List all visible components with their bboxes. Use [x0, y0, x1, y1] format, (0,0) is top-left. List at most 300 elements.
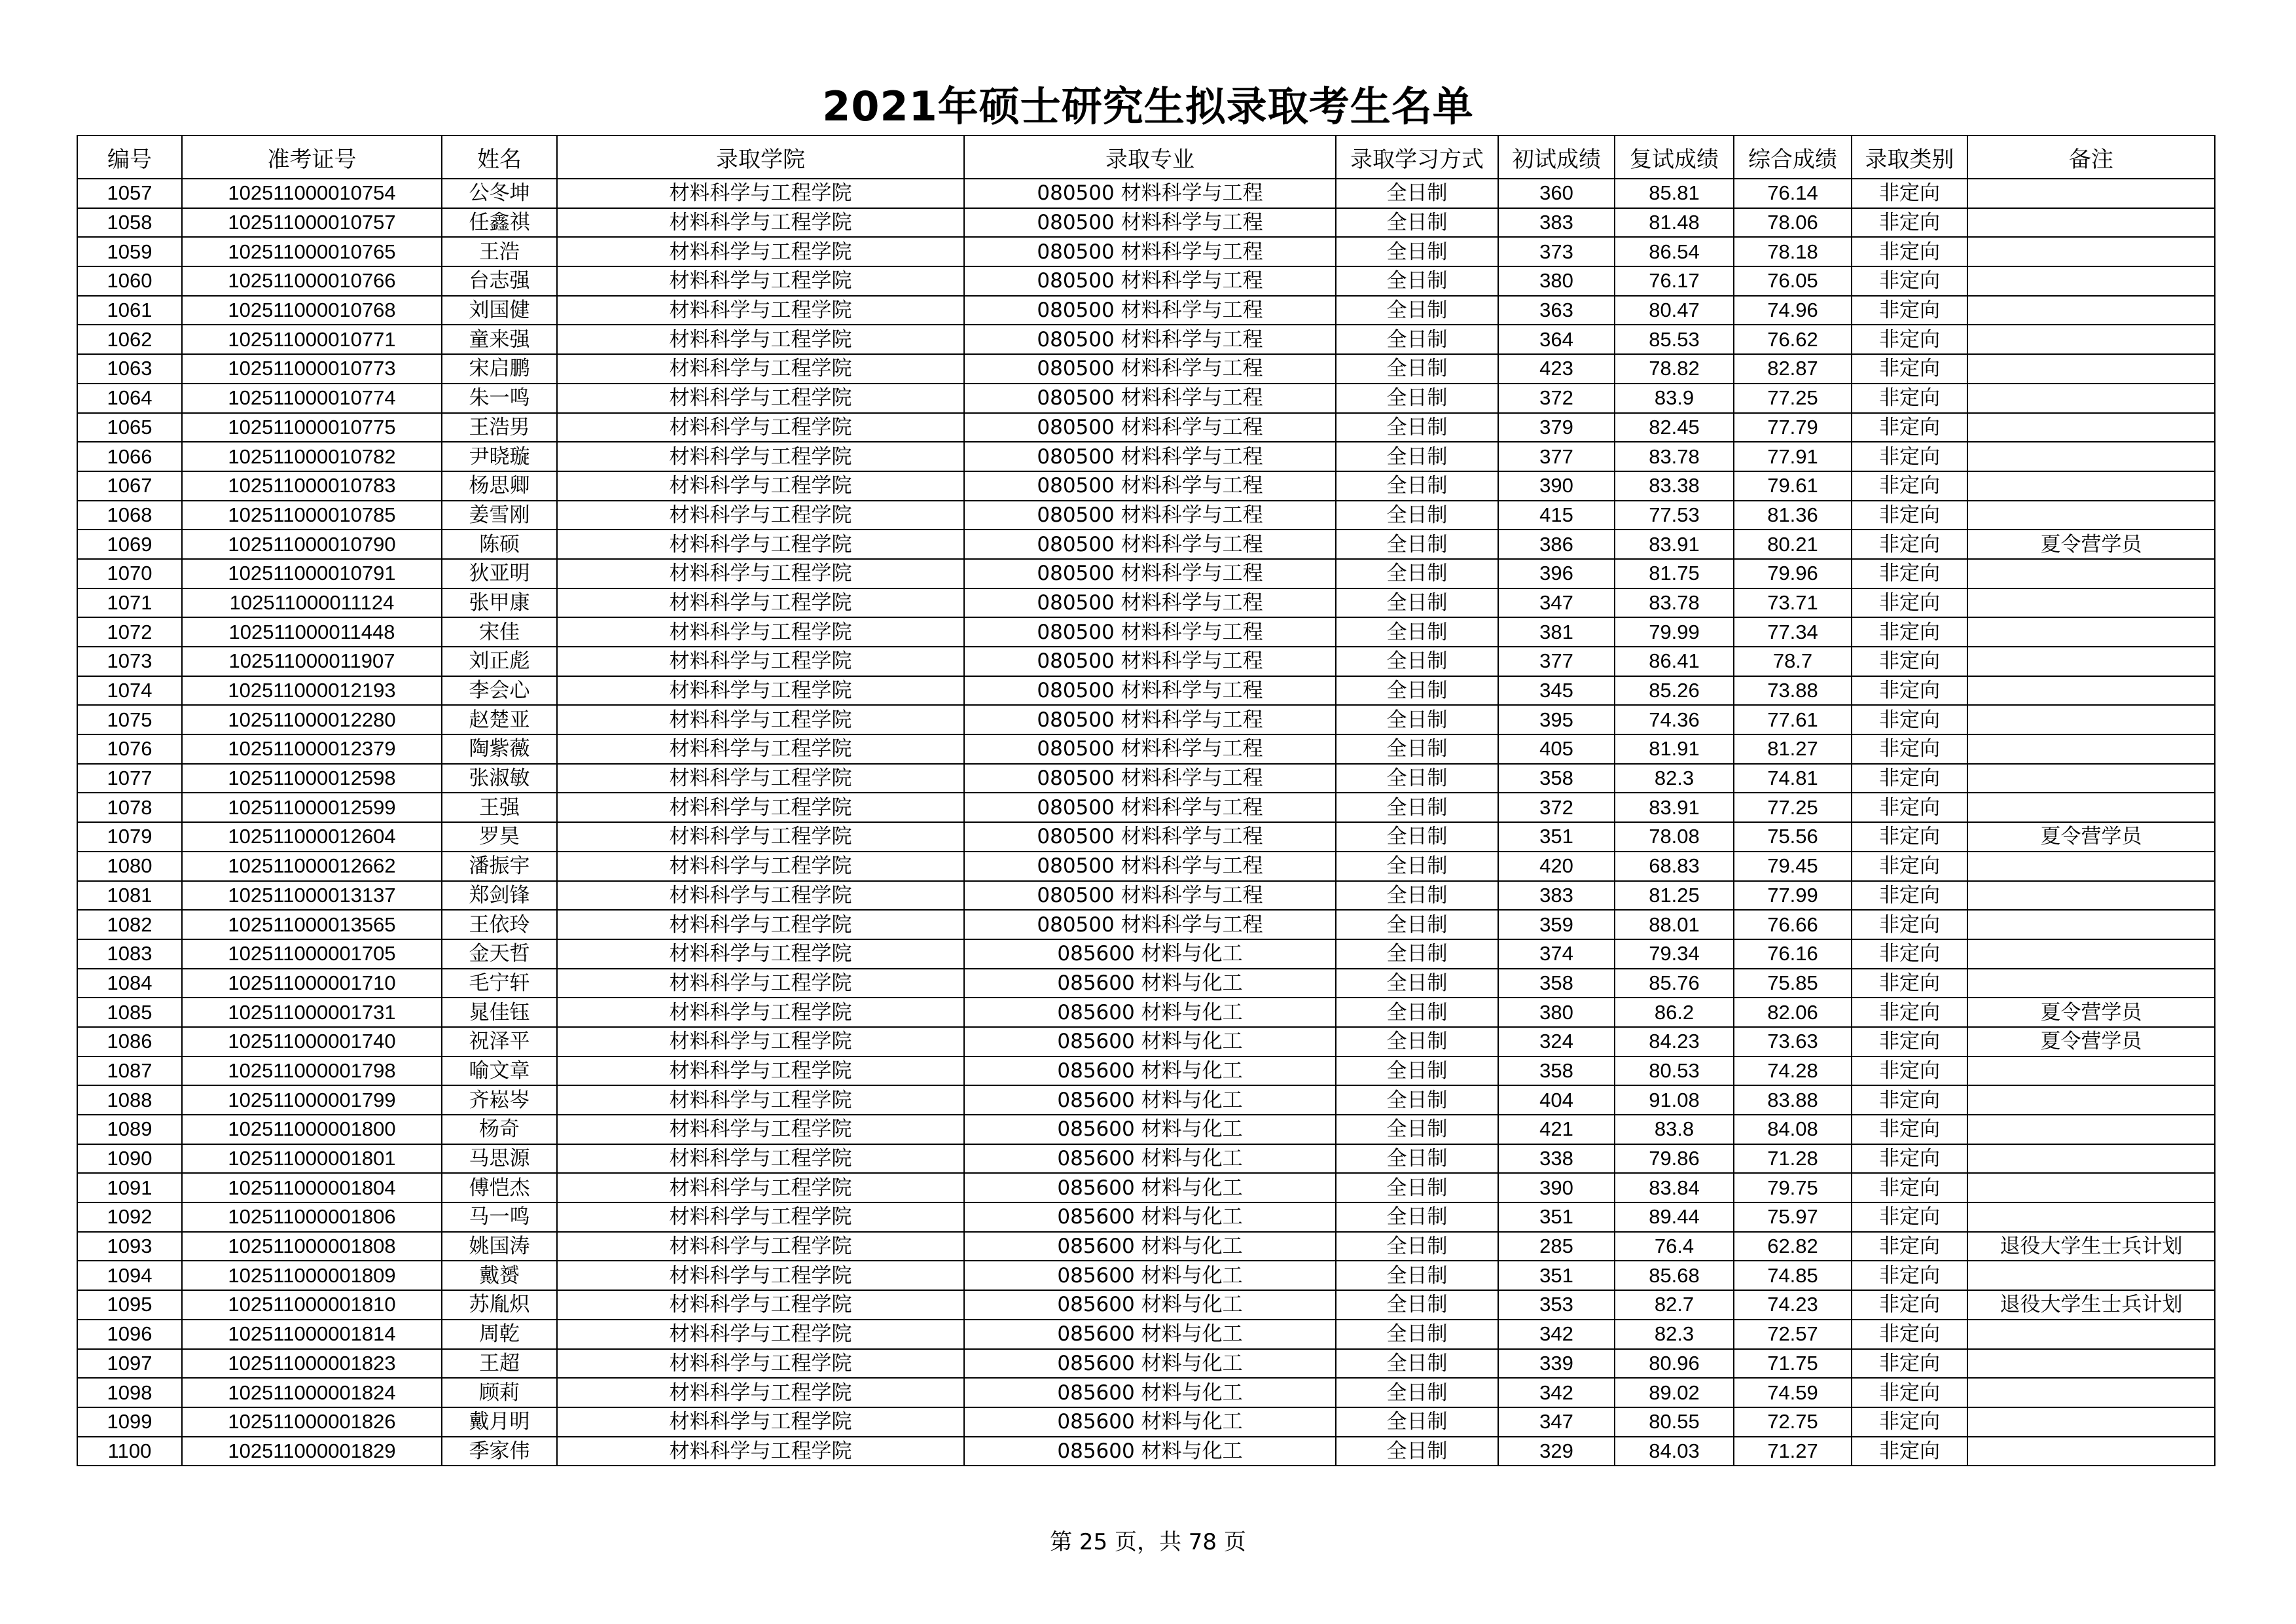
cell-category: 非定向: [1852, 413, 1967, 442]
cell-name: 公冬坤: [442, 179, 557, 208]
cell-index: 1094: [77, 1261, 182, 1290]
col-header-college: 录取学院: [557, 135, 964, 179]
cell-name: 王超: [442, 1349, 557, 1379]
cell-college: 材料科学与工程学院: [557, 881, 964, 911]
cell-exam-id: 102511000001823: [182, 1349, 442, 1379]
cell-college: 材料科学与工程学院: [557, 179, 964, 208]
cell-index: 1060: [77, 266, 182, 296]
cell-study-mode: 全日制: [1336, 501, 1498, 530]
table-row: [77, 501, 2215, 530]
cell-college: 材料科学与工程学院: [557, 354, 964, 384]
cell-name: 齐崧岑: [442, 1085, 557, 1115]
cell-index: 1066: [77, 442, 182, 471]
cell-exam-id: 102511000010773: [182, 354, 442, 384]
cell-exam-id: 102511000012379: [182, 734, 442, 764]
cell-index: 1091: [77, 1173, 182, 1202]
cell-name: 刘正彪: [442, 647, 557, 676]
cell-college: 材料科学与工程学院: [557, 852, 964, 881]
cell-retest-score: 91.08: [1615, 1085, 1734, 1115]
cell-category: 非定向: [1852, 588, 1967, 618]
cell-exam-id: 102511000001824: [182, 1378, 442, 1407]
cell-initial-score: 374: [1498, 939, 1615, 969]
table-row: [77, 237, 2215, 266]
table-header-row: [77, 135, 2215, 179]
cell-remarks: [1967, 969, 2215, 998]
cell-retest-score: 81.25: [1615, 881, 1734, 911]
cell-total-score: 76.66: [1734, 910, 1852, 939]
cell-college: 材料科学与工程学院: [557, 1349, 964, 1379]
cell-total-score: 77.25: [1734, 793, 1852, 822]
cell-exam-id: 102511000012193: [182, 676, 442, 706]
cell-remarks: 退役大学生士兵计划: [1967, 1232, 2215, 1261]
cell-retest-score: 89.44: [1615, 1202, 1734, 1232]
cell-college: 材料科学与工程学院: [557, 793, 964, 822]
cell-index: 1077: [77, 764, 182, 793]
cell-retest-score: 76.17: [1615, 266, 1734, 296]
cell-remarks: [1967, 413, 2215, 442]
cell-name: 宋佳: [442, 617, 557, 647]
cell-study-mode: 全日制: [1336, 1085, 1498, 1115]
cell-college: 材料科学与工程学院: [557, 501, 964, 530]
cell-category: 非定向: [1852, 1027, 1967, 1056]
cell-index: 1065: [77, 413, 182, 442]
cell-college: 材料科学与工程学院: [557, 705, 964, 734]
cell-remarks: [1967, 705, 2215, 734]
cell-exam-id: 102511000010771: [182, 325, 442, 354]
cell-name: 傅恺杰: [442, 1173, 557, 1202]
cell-total-score: 78.06: [1734, 208, 1852, 238]
cell-major: 085600 材料与化工: [964, 1232, 1336, 1261]
cell-study-mode: 全日制: [1336, 384, 1498, 413]
cell-exam-id: 102511000001806: [182, 1202, 442, 1232]
cell-total-score: 82.06: [1734, 998, 1852, 1027]
cell-college: 材料科学与工程学院: [557, 1202, 964, 1232]
cell-remarks: [1967, 1349, 2215, 1379]
cell-college: 材料科学与工程学院: [557, 939, 964, 969]
cell-total-score: 74.81: [1734, 764, 1852, 793]
cell-study-mode: 全日制: [1336, 1144, 1498, 1174]
cell-name: 陶紫薇: [442, 734, 557, 764]
cell-category: 非定向: [1852, 1144, 1967, 1174]
cell-remarks: [1967, 793, 2215, 822]
cell-category: 非定向: [1852, 910, 1967, 939]
cell-initial-score: 390: [1498, 471, 1615, 501]
cell-exam-id: 102511000010783: [182, 471, 442, 501]
cell-initial-score: 380: [1498, 998, 1615, 1027]
cell-retest-score: 81.48: [1615, 208, 1734, 238]
cell-name: 张甲康: [442, 588, 557, 618]
table-row: [77, 442, 2215, 471]
cell-major: 080500 材料科学与工程: [964, 852, 1336, 881]
cell-study-mode: 全日制: [1336, 881, 1498, 911]
table-row: [77, 384, 2215, 413]
cell-major: 080500 材料科学与工程: [964, 354, 1336, 384]
cell-initial-score: 351: [1498, 822, 1615, 852]
cell-retest-score: 80.96: [1615, 1349, 1734, 1379]
cell-index: 1076: [77, 734, 182, 764]
cell-exam-id: 102511000001800: [182, 1115, 442, 1144]
cell-remarks: 夏令营学员: [1967, 530, 2215, 559]
cell-total-score: 78.7: [1734, 647, 1852, 676]
cell-retest-score: 82.3: [1615, 764, 1734, 793]
cell-exam-id: 102511000011124: [182, 588, 442, 618]
cell-major: 080500 材料科学与工程: [964, 734, 1336, 764]
cell-category: 非定向: [1852, 881, 1967, 911]
cell-retest-score: 82.3: [1615, 1320, 1734, 1349]
table-row: [77, 296, 2215, 325]
cell-exam-id: 102511000010774: [182, 384, 442, 413]
cell-college: 材料科学与工程学院: [557, 1173, 964, 1202]
cell-initial-score: 420: [1498, 852, 1615, 881]
cell-college: 材料科学与工程学院: [557, 617, 964, 647]
cell-initial-score: 351: [1498, 1202, 1615, 1232]
cell-initial-score: 423: [1498, 354, 1615, 384]
cell-exam-id: 102511000012604: [182, 822, 442, 852]
cell-name: 顾莉: [442, 1378, 557, 1407]
cell-major: 080500 材料科学与工程: [964, 676, 1336, 706]
cell-exam-id: 102511000013137: [182, 881, 442, 911]
cell-total-score: 73.71: [1734, 588, 1852, 618]
cell-category: 非定向: [1852, 1085, 1967, 1115]
cell-exam-id: 102511000001826: [182, 1407, 442, 1437]
cell-retest-score: 84.23: [1615, 1027, 1734, 1056]
cell-remarks: [1967, 852, 2215, 881]
cell-retest-score: 89.02: [1615, 1378, 1734, 1407]
cell-major: 085600 材料与化工: [964, 1290, 1336, 1320]
cell-retest-score: 82.7: [1615, 1290, 1734, 1320]
cell-name: 苏胤炽: [442, 1290, 557, 1320]
cell-exam-id: 102511000010766: [182, 266, 442, 296]
cell-retest-score: 83.91: [1615, 793, 1734, 822]
cell-exam-id: 102511000010768: [182, 296, 442, 325]
cell-college: 材料科学与工程学院: [557, 1232, 964, 1261]
cell-remarks: [1967, 1437, 2215, 1466]
cell-college: 材料科学与工程学院: [557, 413, 964, 442]
cell-initial-score: 359: [1498, 910, 1615, 939]
page-title: 2021年硕士研究生拟录取考生名单: [822, 82, 1474, 130]
cell-study-mode: 全日制: [1336, 179, 1498, 208]
cell-remarks: [1967, 1378, 2215, 1407]
cell-remarks: [1967, 1407, 2215, 1437]
table-row: [77, 764, 2215, 793]
cell-total-score: 74.85: [1734, 1261, 1852, 1290]
cell-initial-score: 285: [1498, 1232, 1615, 1261]
cell-study-mode: 全日制: [1336, 910, 1498, 939]
cell-total-score: 80.21: [1734, 530, 1852, 559]
cell-study-mode: 全日制: [1336, 1027, 1498, 1056]
cell-remarks: [1967, 588, 2215, 618]
cell-initial-score: 381: [1498, 617, 1615, 647]
table-row: [77, 413, 2215, 442]
cell-remarks: [1967, 617, 2215, 647]
cell-remarks: [1967, 442, 2215, 471]
cell-name: 潘振宇: [442, 852, 557, 881]
cell-major: 080500 材料科学与工程: [964, 588, 1336, 618]
cell-total-score: 82.87: [1734, 354, 1852, 384]
cell-study-mode: 全日制: [1336, 471, 1498, 501]
cell-category: 非定向: [1852, 939, 1967, 969]
cell-name: 李会心: [442, 676, 557, 706]
table-row: [77, 617, 2215, 647]
cell-study-mode: 全日制: [1336, 325, 1498, 354]
table-row: [77, 1115, 2215, 1144]
table-row: [77, 822, 2215, 852]
cell-college: 材料科学与工程学院: [557, 969, 964, 998]
cell-index: 1073: [77, 647, 182, 676]
cell-category: 非定向: [1852, 1349, 1967, 1379]
cell-college: 材料科学与工程学院: [557, 1056, 964, 1086]
cell-major: 085600 材料与化工: [964, 1173, 1336, 1202]
cell-initial-score: 395: [1498, 705, 1615, 734]
cell-major: 080500 材料科学与工程: [964, 296, 1336, 325]
cell-total-score: 71.75: [1734, 1349, 1852, 1379]
cell-initial-score: 358: [1498, 969, 1615, 998]
cell-total-score: 73.88: [1734, 676, 1852, 706]
cell-total-score: 78.18: [1734, 237, 1852, 266]
cell-name: 祝泽平: [442, 1027, 557, 1056]
cell-total-score: 77.61: [1734, 705, 1852, 734]
cell-name: 戴月明: [442, 1407, 557, 1437]
cell-remarks: [1967, 354, 2215, 384]
cell-major: 085600 材料与化工: [964, 1407, 1336, 1437]
cell-major: 080500 材料科学与工程: [964, 384, 1336, 413]
cell-remarks: [1967, 1320, 2215, 1349]
table-row: [77, 705, 2215, 734]
cell-total-score: 77.34: [1734, 617, 1852, 647]
cell-initial-score: 329: [1498, 1437, 1615, 1466]
cell-study-mode: 全日制: [1336, 793, 1498, 822]
cell-total-score: 76.16: [1734, 939, 1852, 969]
cell-index: 1089: [77, 1115, 182, 1144]
table-body: [77, 179, 2215, 1466]
cell-index: 1074: [77, 676, 182, 706]
cell-major: 085600 材料与化工: [964, 1085, 1336, 1115]
table-row: [77, 266, 2215, 296]
table-row: [77, 1173, 2215, 1202]
cell-study-mode: 全日制: [1336, 939, 1498, 969]
cell-initial-score: 386: [1498, 530, 1615, 559]
cell-major: 080500 材料科学与工程: [964, 764, 1336, 793]
cell-initial-score: 390: [1498, 1173, 1615, 1202]
cell-index: 1095: [77, 1290, 182, 1320]
cell-initial-score: 342: [1498, 1320, 1615, 1349]
cell-name: 马一鸣: [442, 1202, 557, 1232]
cell-retest-score: 78.08: [1615, 822, 1734, 852]
cell-index: 1087: [77, 1056, 182, 1086]
cell-exam-id: 102511000001798: [182, 1056, 442, 1086]
cell-index: 1071: [77, 588, 182, 618]
cell-major: 085600 材料与化工: [964, 1056, 1336, 1086]
cell-exam-id: 102511000012599: [182, 793, 442, 822]
cell-study-mode: 全日制: [1336, 734, 1498, 764]
cell-index: 1083: [77, 939, 182, 969]
table-row: [77, 1349, 2215, 1379]
cell-remarks: [1967, 325, 2215, 354]
cell-college: 材料科学与工程学院: [557, 1407, 964, 1437]
cell-study-mode: 全日制: [1336, 266, 1498, 296]
cell-total-score: 81.36: [1734, 501, 1852, 530]
cell-exam-id: 102511000001799: [182, 1085, 442, 1115]
cell-category: 非定向: [1852, 1437, 1967, 1466]
cell-initial-score: 339: [1498, 1349, 1615, 1379]
cell-total-score: 72.75: [1734, 1407, 1852, 1437]
cell-total-score: 84.08: [1734, 1115, 1852, 1144]
cell-initial-score: 421: [1498, 1115, 1615, 1144]
cell-study-mode: 全日制: [1336, 413, 1498, 442]
table-row: [77, 1378, 2215, 1407]
cell-index: 1088: [77, 1085, 182, 1115]
cell-category: 非定向: [1852, 822, 1967, 852]
cell-retest-score: 81.75: [1615, 559, 1734, 588]
cell-category: 非定向: [1852, 734, 1967, 764]
table-row: [77, 1320, 2215, 1349]
cell-initial-score: 347: [1498, 588, 1615, 618]
cell-index: 1075: [77, 705, 182, 734]
cell-retest-score: 76.4: [1615, 1232, 1734, 1261]
cell-college: 材料科学与工程学院: [557, 296, 964, 325]
cell-initial-score: 380: [1498, 266, 1615, 296]
cell-study-mode: 全日制: [1336, 764, 1498, 793]
cell-major: 080500 材料科学与工程: [964, 559, 1336, 588]
cell-category: 非定向: [1852, 617, 1967, 647]
cell-college: 材料科学与工程学院: [557, 1437, 964, 1466]
cell-college: 材料科学与工程学院: [557, 910, 964, 939]
cell-major: 080500 材料科学与工程: [964, 881, 1336, 911]
cell-category: 非定向: [1852, 998, 1967, 1027]
cell-remarks: [1967, 384, 2215, 413]
cell-category: 非定向: [1852, 676, 1967, 706]
cell-study-mode: 全日制: [1336, 822, 1498, 852]
cell-total-score: 79.75: [1734, 1173, 1852, 1202]
cell-category: 非定向: [1852, 852, 1967, 881]
table-row: [77, 1261, 2215, 1290]
cell-retest-score: 83.78: [1615, 442, 1734, 471]
cell-study-mode: 全日制: [1336, 1349, 1498, 1379]
cell-remarks: [1967, 1173, 2215, 1202]
cell-remarks: [1967, 501, 2215, 530]
cell-remarks: 夏令营学员: [1967, 998, 2215, 1027]
cell-study-mode: 全日制: [1336, 354, 1498, 384]
cell-retest-score: 83.38: [1615, 471, 1734, 501]
table-row: [77, 354, 2215, 384]
cell-major: 085600 材料与化工: [964, 1349, 1336, 1379]
cell-college: 材料科学与工程学院: [557, 1320, 964, 1349]
cell-name: 姚国涛: [442, 1232, 557, 1261]
cell-remarks: [1967, 1261, 2215, 1290]
table-row: [77, 1056, 2215, 1086]
cell-category: 非定向: [1852, 1115, 1967, 1144]
cell-category: 非定向: [1852, 1320, 1967, 1349]
cell-study-mode: 全日制: [1336, 1261, 1498, 1290]
cell-remarks: [1967, 1056, 2215, 1086]
col-header-major: 录取专业: [964, 135, 1336, 179]
cell-name: 金天哲: [442, 939, 557, 969]
cell-college: 材料科学与工程学院: [557, 1261, 964, 1290]
cell-study-mode: 全日制: [1336, 588, 1498, 618]
cell-major: 080500 材料科学与工程: [964, 530, 1336, 559]
cell-retest-score: 83.84: [1615, 1173, 1734, 1202]
cell-retest-score: 86.2: [1615, 998, 1734, 1027]
cell-category: 非定向: [1852, 179, 1967, 208]
cell-category: 非定向: [1852, 1290, 1967, 1320]
cell-exam-id: 102511000010785: [182, 501, 442, 530]
cell-name: 尹晓璇: [442, 442, 557, 471]
cell-category: 非定向: [1852, 471, 1967, 501]
cell-index: 1064: [77, 384, 182, 413]
col-header-exam-id: 准考证号: [182, 135, 442, 179]
cell-college: 材料科学与工程学院: [557, 559, 964, 588]
cell-category: 非定向: [1852, 325, 1967, 354]
cell-college: 材料科学与工程学院: [557, 676, 964, 706]
cell-name: 狄亚明: [442, 559, 557, 588]
cell-category: 非定向: [1852, 647, 1967, 676]
cell-index: 1100: [77, 1437, 182, 1466]
table-row: [77, 852, 2215, 881]
cell-remarks: [1967, 266, 2215, 296]
cell-exam-id: 102511000001740: [182, 1027, 442, 1056]
cell-index: 1079: [77, 822, 182, 852]
table-row: [77, 1144, 2215, 1174]
cell-index: 1099: [77, 1407, 182, 1437]
cell-initial-score: 383: [1498, 881, 1615, 911]
cell-retest-score: 81.91: [1615, 734, 1734, 764]
cell-college: 材料科学与工程学院: [557, 1027, 964, 1056]
cell-initial-score: 379: [1498, 413, 1615, 442]
table-row: [77, 969, 2215, 998]
cell-study-mode: 全日制: [1336, 1232, 1498, 1261]
cell-college: 材料科学与工程学院: [557, 442, 964, 471]
col-header-retest-score: 复试成绩: [1615, 135, 1734, 179]
cell-college: 材料科学与工程学院: [557, 1115, 964, 1144]
cell-total-score: 81.27: [1734, 734, 1852, 764]
cell-retest-score: 84.03: [1615, 1437, 1734, 1466]
cell-category: 非定向: [1852, 1232, 1967, 1261]
cell-total-score: 75.97: [1734, 1202, 1852, 1232]
cell-major: 080500 材料科学与工程: [964, 208, 1336, 238]
cell-index: 1096: [77, 1320, 182, 1349]
cell-index: 1097: [77, 1349, 182, 1379]
cell-name: 赵楚亚: [442, 705, 557, 734]
cell-category: 非定向: [1852, 266, 1967, 296]
cell-category: 非定向: [1852, 559, 1967, 588]
cell-name: 毛宁轩: [442, 969, 557, 998]
cell-total-score: 74.59: [1734, 1378, 1852, 1407]
table-row: [77, 1027, 2215, 1056]
cell-study-mode: 全日制: [1336, 208, 1498, 238]
cell-category: 非定向: [1852, 793, 1967, 822]
cell-remarks: [1967, 881, 2215, 911]
cell-name: 杨思卿: [442, 471, 557, 501]
cell-name: 台志强: [442, 266, 557, 296]
cell-category: 非定向: [1852, 764, 1967, 793]
cell-study-mode: 全日制: [1336, 1173, 1498, 1202]
cell-category: 非定向: [1852, 1173, 1967, 1202]
cell-category: 非定向: [1852, 1056, 1967, 1086]
cell-major: 085600 材料与化工: [964, 1378, 1336, 1407]
cell-index: 1072: [77, 617, 182, 647]
cell-college: 材料科学与工程学院: [557, 1378, 964, 1407]
cell-exam-id: 102511000011448: [182, 617, 442, 647]
cell-initial-score: 415: [1498, 501, 1615, 530]
table-row: [77, 1202, 2215, 1232]
cell-initial-score: 338: [1498, 1144, 1615, 1174]
cell-name: 童来强: [442, 325, 557, 354]
cell-index: 1058: [77, 208, 182, 238]
cell-index: 1085: [77, 998, 182, 1027]
cell-name: 戴赟: [442, 1261, 557, 1290]
cell-total-score: 83.88: [1734, 1085, 1852, 1115]
cell-exam-id: 102511000001814: [182, 1320, 442, 1349]
